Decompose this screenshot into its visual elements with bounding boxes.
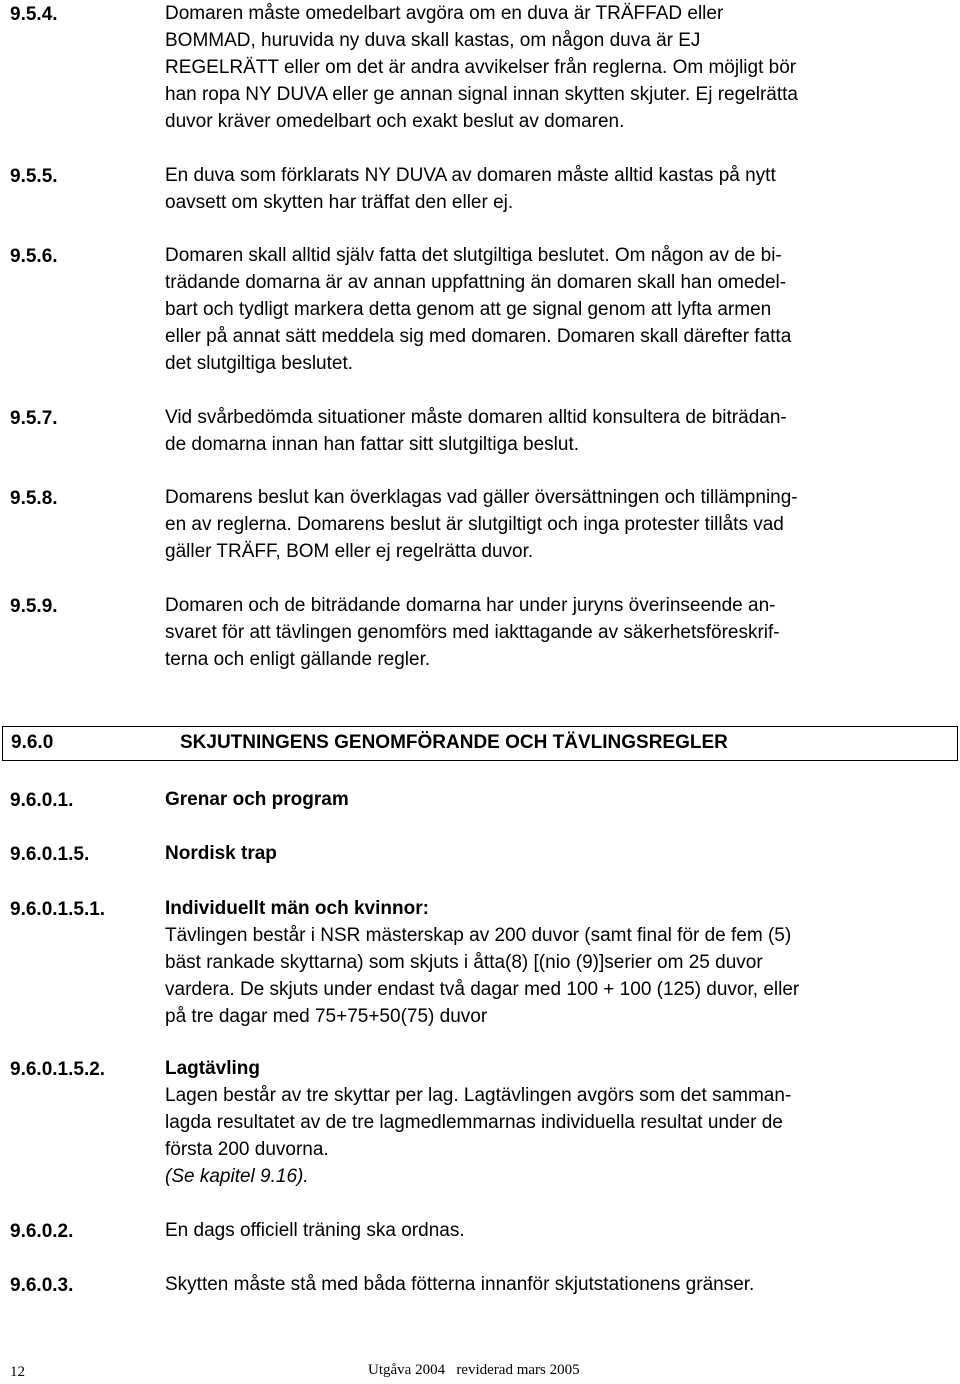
text-line: Skytten måste stå med båda fötterna innanför skjutstationens gränser. [165, 1274, 755, 1295]
heading-line: Individuellt män och kvinnor: [165, 898, 429, 919]
text-line: bart och tydligt markera detta genom att ge signal genom att lyfta armen [165, 299, 772, 320]
paragraph-number: 9.5.5. [10, 166, 58, 187]
subsection-number: 9.6.0.1. [10, 790, 74, 811]
paragraph-text [165, 484, 947, 565]
text-line: Domaren och de biträdande domarna har under juryns överinseende an- [165, 595, 776, 616]
text-line: Domarens beslut kan överklagas vad gäller översättningen och tillämpning- [165, 487, 798, 508]
text-line: BOMMAD, huruvida ny duva skall kastas, om någon duva är EJ [165, 30, 701, 51]
subsection-body [165, 1055, 947, 1190]
paragraph-number: 9.5.4. [10, 4, 58, 25]
text-line: En duva som förklarats NY DUVA av domaren måste alltid kastas på nytt [165, 165, 776, 186]
text-line: det slutgiltiga beslutet. [165, 353, 354, 374]
subsection-number: 9.6.0.3. [10, 1275, 74, 1296]
subsection-number: 9.6.0.1.5.2. [10, 1059, 106, 1080]
text-line: eller på annat sätt meddela sig med domaren. Domaren skall därefter fatta [165, 326, 792, 347]
text-line: oavsett om skytten har träffat den eller ej. [165, 192, 514, 213]
paragraph-text [165, 404, 947, 458]
text-line: han ropa NY DUVA eller ge annan signal innan skytten skjuter. Ej regelrätta [165, 84, 799, 105]
subsection-number: 9.6.0.1.5.1. [10, 899, 106, 920]
text-line: Domaren måste omedelbart avgöra om en duva är TRÄFFAD eller [165, 3, 724, 24]
subsection-body [165, 1271, 947, 1298]
subsection-number: 9.6.0.1.5. [10, 844, 90, 865]
subsection-heading [165, 786, 947, 813]
text-line: lagda resultatet av de tre lagmedlemmarnas individuella resultat under de [165, 1112, 783, 1133]
heading-line: Lagtävling [165, 1058, 261, 1079]
page-number: 12 [10, 1364, 25, 1380]
text-line: första 200 duvorna. [165, 1139, 329, 1160]
subsection-body [165, 1217, 947, 1244]
text-line: gäller TRÄFF, BOM eller ej regelrätta duvor. [165, 541, 534, 562]
heading-line: Grenar och program [165, 789, 349, 810]
subsection-body [165, 895, 947, 1030]
text-line: Tävlingen består i NSR mästerskap av 200 duvor (samt final för de fem (5) [165, 925, 792, 946]
text-line: bäst rankade skyttarna) som skjuts i åtta(8) [(nio (9)]serier om 25 duvor [165, 952, 763, 973]
paragraph-text [165, 0, 947, 135]
text-line: vardera. De skjuts under endast två dagar med 100 + 100 (125) duvor, eller [165, 979, 800, 1000]
paragraph-text [165, 162, 947, 216]
subsection-number: 9.6.0.2. [10, 1221, 74, 1242]
heading-line: Nordisk trap [165, 843, 277, 864]
paragraph-number: 9.5.7. [10, 408, 58, 429]
text-line: Vid svårbedömda situationer måste domaren alltid konsultera de biträdan- [165, 407, 787, 428]
text-line: Domaren skall alltid själv fatta det slutgiltiga beslutet. Om någon av de bi- [165, 245, 782, 266]
section-header [2, 726, 958, 761]
reference-note: (Se kapitel 9.16). [165, 1166, 309, 1187]
section-title: SKJUTNINGENS GENOMFÖRANDE OCH TÄVLINGSREGLER [180, 732, 728, 753]
text-line: Lagen består av tre skyttar per lag. Lagtävlingen avgörs som det samman- [165, 1085, 792, 1106]
paragraph-text [165, 592, 947, 673]
text-line: på tre dagar med 75+75+50(75) duvor [165, 1006, 488, 1027]
paragraph-number: 9.5.6. [10, 246, 58, 267]
text-line: en av reglerna. Domarens beslut är slutgiltigt och inga protester tillåts vad [165, 514, 784, 535]
text-line: trädande domarna är av annan uppfattning än domaren skall han omedel- [165, 272, 787, 293]
paragraph-number: 9.5.8. [10, 488, 58, 509]
text-line: terna och enligt gällande regler. [165, 649, 431, 670]
paragraph-text [165, 242, 947, 377]
text-line: svaret för att tävlingen genomförs med iakttagande av säkerhetsföreskrif- [165, 622, 780, 643]
edition-text: Utgåva 2004 reviderad mars 2005 [368, 1362, 580, 1378]
edition-note [368, 1362, 580, 1379]
paragraph-number: 9.5.9. [10, 596, 58, 617]
text-line: En dags officiell träning ska ordnas. [165, 1220, 465, 1241]
text-line: REGELRÄTT eller om det är andra avvikelser från reglerna. Om möjligt bör [165, 57, 797, 78]
text-line: de domarna innan han fattar sitt slutgiltiga beslut. [165, 434, 580, 455]
text-line: duvor kräver omedelbart och exakt beslut av domaren. [165, 111, 625, 132]
subsection-heading [165, 840, 947, 867]
section-number: 9.6.0 [11, 732, 54, 753]
